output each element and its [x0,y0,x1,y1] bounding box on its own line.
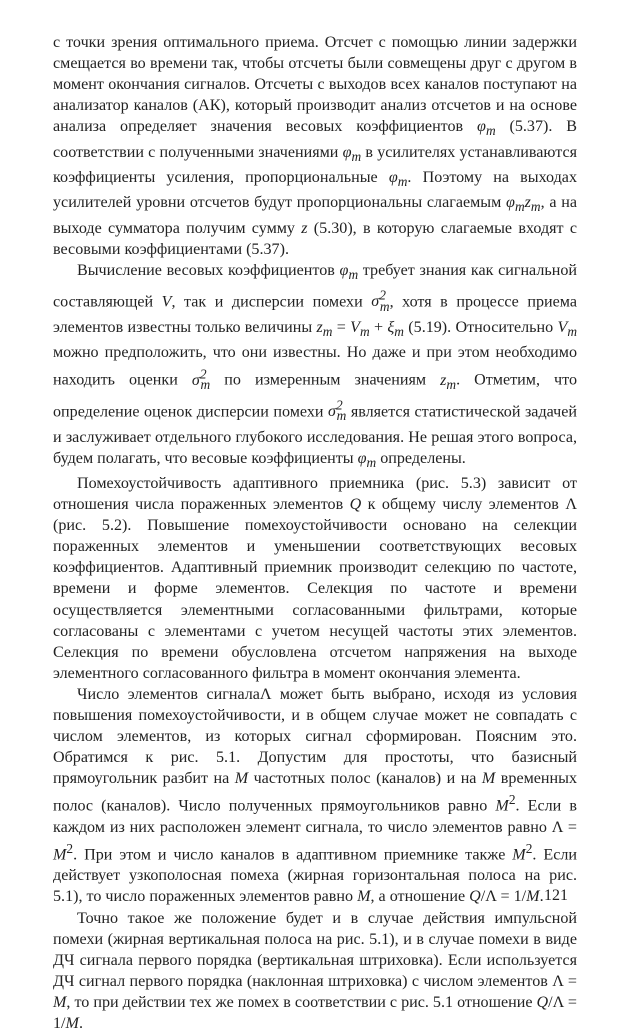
paragraph-3: Помехоустойчивость адаптивного приемника (рис. 5.3) зависит от отношения числа пораженных элементов Q к общему числу элементов Λ (рис. 5.2). Повышение помехоустойчивости основано на селекции пораженных элементов и уменьшении соответствующих весовых коэффициентов. Адаптивный приемник производит селекцию по частоте, времени и форме элементов. Селекция по частоте и времени осуществляется элементными согласованными фильтрами, которые согласованы с элементами с учетом несущей частоты этих элементов. Селекция по времени обусловлена отсчетом напряжения на выходе элементного согласованного фильтра в момент окончания элемента. [53,474,578,682]
paragraph-5: Точно такое же положение будет и в случае действия импульсной помехи (жирная вертикальная полоса на рис. 5.1), и в случае помехи в виде ДЧ сигнала первого порядка (вертикальная штриховка). Если используется ДЧ сигнал первого порядка (наклонная штриховка) с числом элементов Λ = M, то при действии тех же помех в соответствии с рис. 5.1 отношение Q/Λ = 1/M. [53,909,578,1033]
page-body [53,32,577,1034]
paragraph-4: Число элементов сигналаΛ может быть выбрано, исходя из условия повышения помехоустойчивости, и в общем случае может не совпадать с числом элементов, из которых сигнал сформирован. Поясним это. Обратимся к рис. 5.1. Допустим для простоты, что базисный прямоугольник разбит на M частотных полос (каналов) и на M временных полос (каналов). Число полученных прямоугольников равно $M^2$. Если в каждом из них расположен элемент сигнала, то число элементов равно $\Lambda = M^2$. При этом и число каналов в адаптивном приемнике также $M^2$. Если действует узкополосная помеха (жирная горизонтальная полоса на рис. 5.1), то число пораженных элементов равно M, а отношение Q/Λ = 1/M. [53,685,577,906]
paragraph-2: Вычисление весовых коэффициентов $\varphi_m$ требует знания как сигнальной составляющей V, так и дисперсии помехи $\sigma^2_m$, хотя в процессе приема элементов известны только величины $z_m = V_m + \xi_m$ (5.19). Относительно $V_m$ можно предположить, что они известны. Но даже и при этом необходимо находить оценки $\sigma^2_m$ по измеренным значениям $z_m$. Отметим, что определение оценок дисперсии помехи $\sigma^2_m$ является статистической задачей и заслуживает отдельного глубокого исследования. Не решая этого вопроса, будем полагать, что весовые коэффициенты $\varphi_m$ определены. [53,261,578,470]
paragraph-1: с точки зрения оптимального приема. Отсчет с помощью линии задержки смещается во времени так, чтобы отсчеты были совмещены друг с другом в момент окончания сигналов. Отсчеты с выходов всех каналов поступают на анализатор каналов (АК), который производит анализ отсчетов и на основе анализа определяет значения весовых коэффициентов $\varphi_m$ (5.37). В соответствии с полученными значениями $\varphi_m$ в усилителях устанавливаются коэффициенты усиления, пропорциональные $\varphi_m$. Поэтому на выходах усилителей уровни отсчетов будут пропорциональны слагаемым $\varphi_mz_m$, а на выходе сумматора получим сумму z (5.30), в которую слагаемые входят с весовыми коэффициентами (5.37). [53,34,578,258]
page-number: 121 [544,887,568,904]
